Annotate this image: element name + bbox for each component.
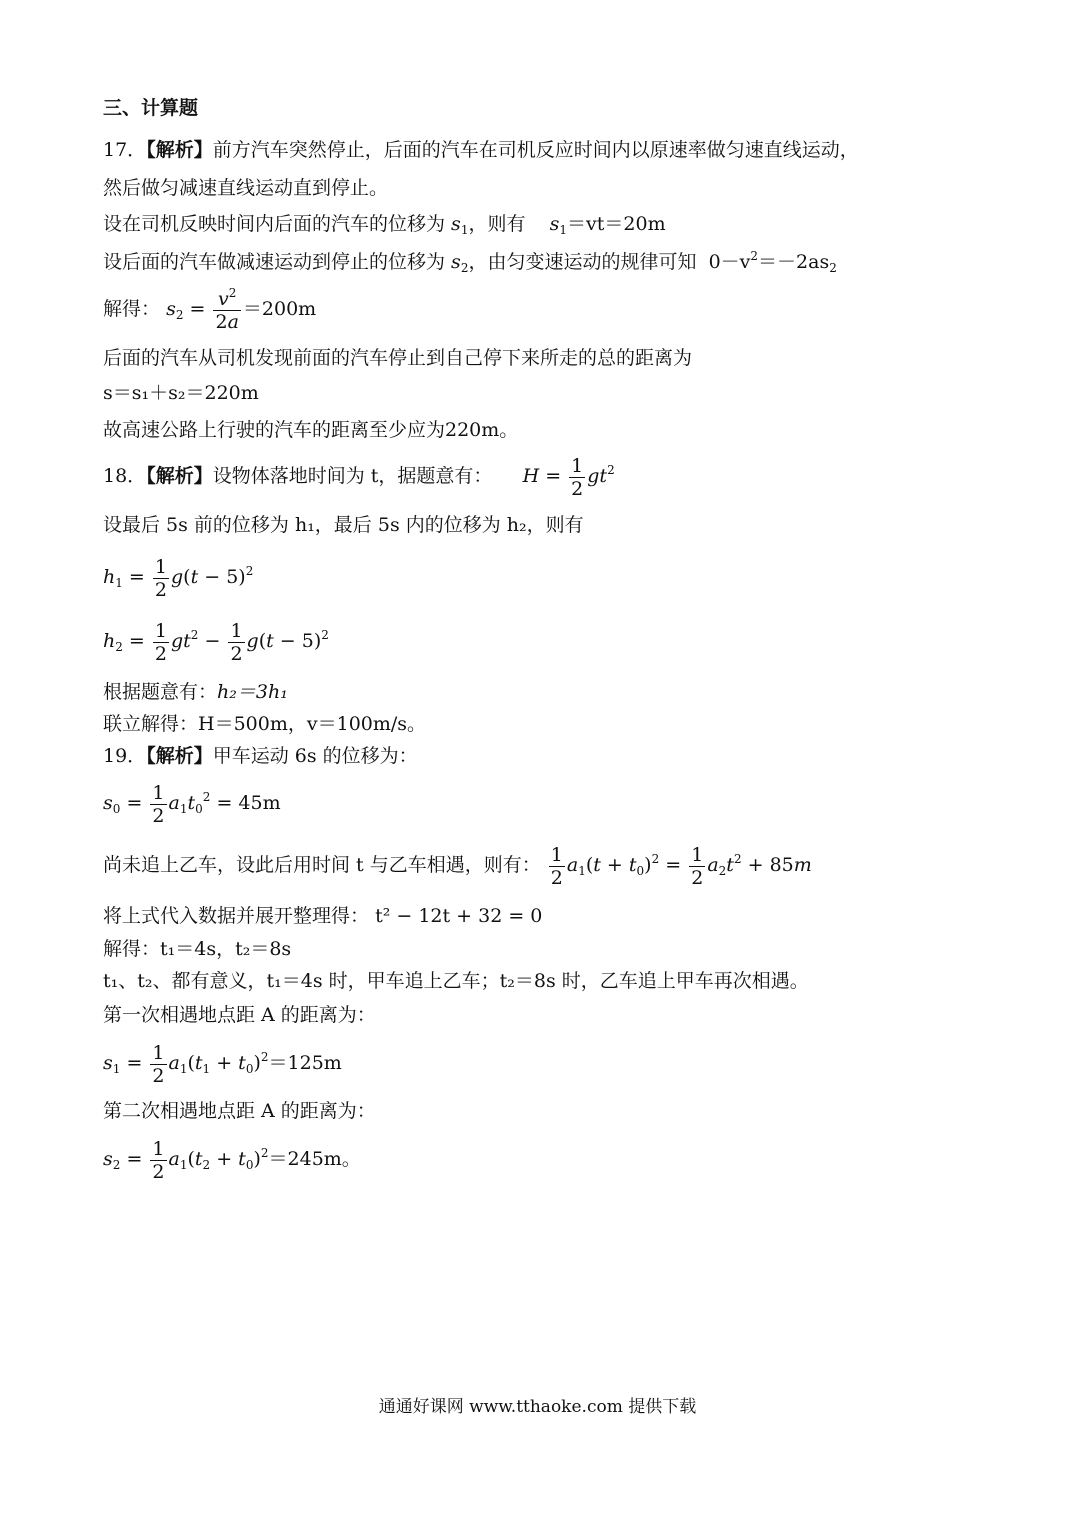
p19-line-9: 第二次相遇地点距 A 的距离为： — [103, 1100, 376, 1122]
p19-line-3: 尚未追上乙车，设此后用时间 t 与乙车相遇，则有： $\frac{1}{2}$ $a_1(t + t_0)^2$ = $\frac{1}{2}$ $a_2t^2 + 85m$ — [103, 843, 812, 889]
p19-line-5: 解得：t₁＝4s，t₂＝8s — [103, 938, 292, 960]
p18-eq-h2: $h_2$ = $\frac{1}{2}$ $gt^2$ − $\frac{1}{2}$ $g(t - 5)^2$ — [103, 619, 329, 665]
p19-line-7: 第一次相遇地点距 A 的距离为： — [103, 1004, 376, 1026]
quadratic-eq: t² − 12t + 32 = 0 — [375, 905, 543, 927]
p17-line-1 — [103, 138, 859, 162]
p19-line-6: t₁、t₂、都有意义，t₁＝4s 时，甲车追上乙车；t₂＝8s 时，乙车追上甲车再次相遇。 — [103, 970, 809, 992]
p17-eq-s1: ＝vt＝20m — [567, 213, 666, 235]
p17-line-3: 设在司机反映时间内后面的汽车的位移为 $s_1$，则有 $s_1=vt=20m$ — [103, 213, 666, 237]
p19-eq-s0: $s_0$ = $\frac{1}{2}$ $a_1t_0^2 = 45m$ — [103, 781, 281, 827]
p17-line-8: 故高速公路上行驶的汽车的距离至少应为220m。 — [103, 419, 519, 441]
p17-line-6: 后面的汽车从司机发现前面的汽车停止到自己停下来所走的总的距离为 — [103, 347, 693, 369]
p17-line1-text: 前方汽车突然停止，后面的汽车在司机反应时间内以原速率做匀速直线运动， — [212, 139, 859, 161]
p18-line-6: 联立解得：H＝500m，v＝100m/s。 — [103, 713, 427, 735]
section-title: 三、计算题 — [103, 97, 199, 119]
p19-eq-s1: $s_1$ = $\frac{1}{2}$ $a_1(t_1 + t_0)^2=125m$ — [103, 1041, 342, 1087]
p17-line-5: 解得： $s_2$ = $\frac{v^2}{2a}$ ＝200m — [103, 285, 317, 333]
p17-line-7: s＝s₁＋s₂＝220m — [103, 382, 259, 404]
fraction: $\frac{v^2}{2a}$ — [215, 285, 239, 333]
p18-eq-h1: $h_1$ = $\frac{1}{2}$ $g(t - 5)^2$ — [103, 555, 254, 601]
fraction: $\frac{1}{2}$ — [571, 454, 584, 500]
p19-line-4: 将上式代入数据并展开整理得： t² − 12t + 32 = 0 — [103, 905, 543, 927]
p19-line-1: 19．【解析】甲车运动 6s 的位移为： — [103, 745, 418, 767]
p18-line-1: 18．【解析】设物体落地时间为 t，据题意有： H = $\frac{1}{2}$ $gt^2$ — [103, 454, 615, 500]
p18-line-2: 设最后 5s 前的位移为 h₁，最后 5s 内的位移为 h₂，则有 — [103, 514, 584, 536]
p17-line-4: 设后面的汽车做减速运动到停止的位移为 $s_2$，由匀变速运动的规律可知 $0-v^2=-2as_2$ — [103, 249, 837, 275]
p17-line-2: 然后做匀减速直线运动直到停止。 — [103, 177, 389, 199]
p18-line-5: 根据题意有：h₂＝3h₁ — [103, 681, 288, 703]
page-footer: 通通好课网 www.tthaoke.com 提供下载 — [378, 1397, 697, 1417]
p19-eq-s2: $s_2$ = $\frac{1}{2}$ $a_1(t_2 + t_0)^2=245m$。 — [103, 1137, 361, 1183]
p17-number: 17． — [103, 139, 147, 161]
p17-tag: 【解析】 — [146, 139, 213, 161]
